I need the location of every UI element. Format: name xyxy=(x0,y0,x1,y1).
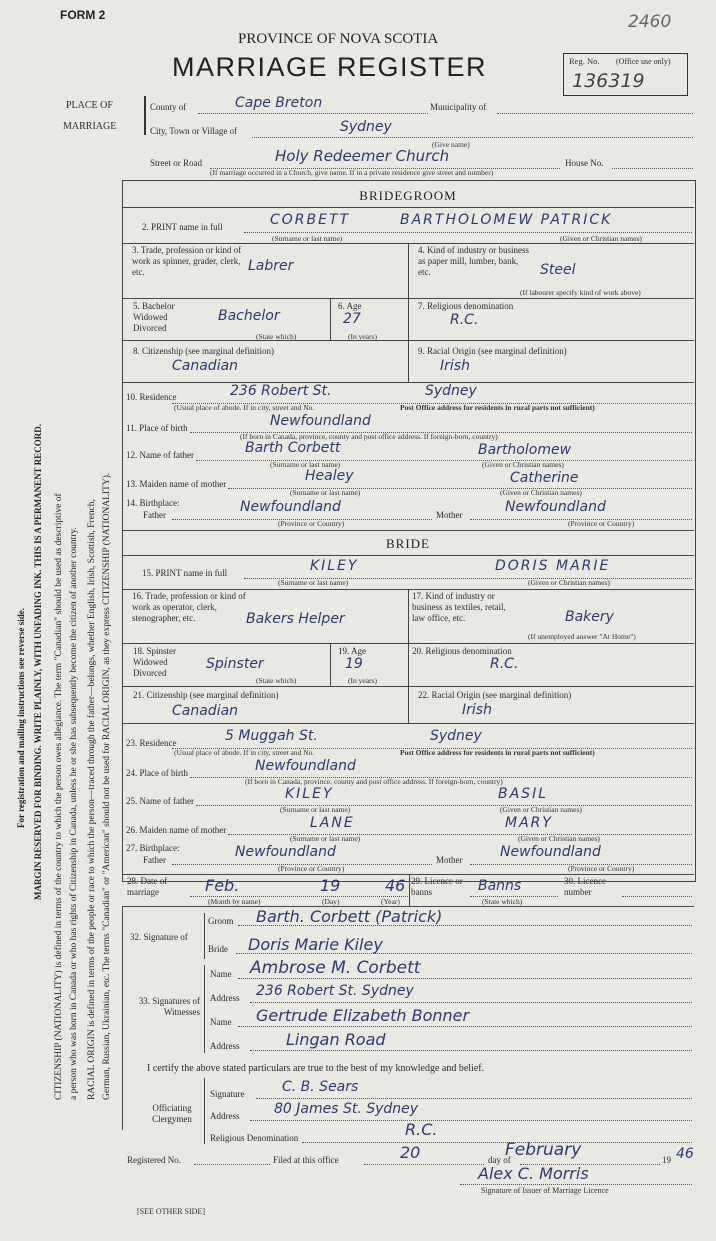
city-label: City, Town or Village of xyxy=(150,126,238,136)
bride-father-bp-label: Father xyxy=(143,855,166,865)
groom-religion-label: 7. Religious denomination xyxy=(418,301,514,311)
bride-father-given-hint: (Given or Christian names) xyxy=(500,805,582,814)
clergy-signature: C. B. Sears xyxy=(282,1079,359,1095)
day-hint: (Day) xyxy=(322,897,340,906)
registered-label: Registered No. xyxy=(127,1155,181,1165)
rule xyxy=(122,530,694,531)
municipality-line xyxy=(497,113,693,114)
groom-mother-birthplace: Newfoundland xyxy=(505,499,606,515)
clergy-address: 80 James St. Sydney xyxy=(274,1101,419,1117)
municipality-label: Municipality of xyxy=(430,102,487,112)
marriage-year: 46 xyxy=(385,876,406,895)
groom-mother-surname: Healey xyxy=(305,468,354,484)
groom-mother-given: Catherine xyxy=(510,470,579,486)
w1-address: 236 Robert St. Sydney xyxy=(256,983,414,999)
bride-age-label: 19. Age xyxy=(338,646,366,656)
groom-signature: Barth. Corbett (Patrick) xyxy=(256,907,443,926)
bride-religion-label: 20. Religious denomination xyxy=(412,646,512,656)
street-value: Holy Redeemer Church xyxy=(275,147,450,165)
bride-status: Spinster xyxy=(206,656,264,672)
reg-number-label: Reg. No. xyxy=(569,56,600,66)
w2-address-label: Address xyxy=(210,1041,240,1051)
rule xyxy=(204,965,205,1053)
give-name-hint: (Give name) xyxy=(432,140,470,149)
marriage-month: Feb. xyxy=(205,876,240,895)
rule xyxy=(250,1120,692,1121)
groom-residence-hint-bold: Post Office address for residents in rural parts not sufficient) xyxy=(400,403,595,412)
bride-signature: Doris Marie Kiley xyxy=(248,935,383,954)
rule xyxy=(408,340,409,382)
groom-industry-label: 4. Kind of industry or business as paper mill, lumber, bank, etc. xyxy=(418,245,529,277)
groom-given: BARTHOLOMEW PATRICK xyxy=(400,212,613,228)
rule xyxy=(204,913,205,959)
bride-age: 19 xyxy=(345,656,363,672)
issuer-hint: Signature of Issuer of Marriage Licence xyxy=(481,1186,609,1195)
groom-residence-label: 10. Residence xyxy=(126,392,177,402)
bride-father-birthplace: Newfoundland xyxy=(235,844,336,860)
groom-industry: Steel xyxy=(540,262,576,278)
bride-residence-hint: (Usual place of abode. If in city, street and No. xyxy=(174,748,315,757)
rule xyxy=(238,1026,692,1027)
marriage-label: MARRIAGE xyxy=(63,121,117,132)
bride-state-hint: (State which) xyxy=(256,676,297,685)
rule xyxy=(122,723,694,724)
bride-industry: Bakery xyxy=(565,609,614,625)
bridegroom-heading: BRIDEGROOM xyxy=(359,188,457,203)
rule xyxy=(330,298,331,340)
groom-mother-bp-label: Mother xyxy=(436,510,463,520)
rule xyxy=(122,382,694,383)
bride-name-label: 15. PRINT name in full xyxy=(142,568,228,578)
sidebar-citizenship-2: a person who was born in Canada or who has rights of Citizenship in Canada, unless he or she has subsequently become the citizen of another country. xyxy=(69,527,79,1100)
groom-father-given: Bartholomew xyxy=(478,442,572,458)
licence-value: Banns xyxy=(478,878,522,894)
groom-surname: CORBETT xyxy=(270,212,351,228)
bride-origin: Irish xyxy=(462,702,492,718)
groom-sig-label: Groom xyxy=(208,916,234,926)
house-number-line xyxy=(612,168,693,169)
bride-citizenship: Canadian xyxy=(172,703,239,719)
bride-father-surname: KILEY xyxy=(285,786,334,802)
groom-age: 27 xyxy=(343,311,361,327)
groom-surname-hint: (Surname or last name) xyxy=(272,234,343,243)
sidebar-citizenship-1: CITIZENSHIP (NATIONALITY) is defined in terms of the country to which the person owes allegiance. The term "Canadian" should be used as descriptive of xyxy=(54,493,64,1100)
marriage-date-label: 28. Date of marriage xyxy=(127,876,168,897)
bride-surname-hint: (Surname or last name) xyxy=(278,578,349,587)
groom-name-label: 2. PRINT name in full xyxy=(142,222,223,232)
sidebar-racial-1: RACIAL ORIGIN is defined in terms of the people or race to which the person—traced through the father—belongs, whether English, Irish, Scottish, French, xyxy=(87,499,97,1100)
rule xyxy=(408,643,409,686)
clergy-sig-label: Signature xyxy=(210,1089,245,1099)
groom-birth-hint: (If born in Canada, province, county and post office address. If foreign-born, country) xyxy=(240,432,498,441)
filed-day: 20 xyxy=(400,1143,421,1162)
w2-name-label: Name xyxy=(210,1017,232,1027)
groom-father-bp-hint: (Province or Country) xyxy=(278,519,345,528)
filed-year: 46 xyxy=(676,1146,694,1162)
rule xyxy=(408,589,409,643)
rule xyxy=(122,906,123,1130)
w1-address-label: Address xyxy=(210,993,240,1003)
filed-label: Filed at this office xyxy=(273,1155,339,1165)
rule xyxy=(622,896,692,897)
reg-office-note: (Office use only) xyxy=(616,57,671,66)
certify-statement: I certify the above stated particulars are true to the best of my knowledge and belief. xyxy=(147,1063,485,1074)
rule xyxy=(302,1142,692,1143)
groom-father-label: 12. Name of father xyxy=(126,450,194,460)
bride-mother-bp-hint: (Province or Country) xyxy=(568,864,635,873)
rule xyxy=(238,978,692,979)
licence-label: 29. Licence or banns xyxy=(411,876,463,897)
bride-heading: BRIDE xyxy=(386,536,430,551)
bride-residence-label: 23. Residence xyxy=(126,738,177,748)
place-bracket xyxy=(144,96,146,135)
groom-citizenship-label: 8. Citizenship (see marginal definition) xyxy=(133,346,275,356)
bride-trade: Bakers Helper xyxy=(246,611,345,627)
bride-birthplaces-label: 27. Birthplace: xyxy=(126,843,180,853)
rule xyxy=(408,298,409,340)
witnesses-label: 33. Signatures of Witnesses xyxy=(138,996,200,1017)
groom-industry-hint: (If labourer specify kind of work above) xyxy=(520,288,641,297)
bride-origin-label: 22. Racial Origin (see marginal definition) xyxy=(418,690,572,700)
groom-status-label: 5. Bachelor Widowed Divorced xyxy=(133,301,175,333)
house-number-label: House No. xyxy=(565,158,604,168)
year-prefix: 19 xyxy=(662,1155,671,1165)
bride-mother-label: 26. Maiden name of mother xyxy=(126,825,227,835)
sidebar-racial-2: German, Russian, Ukrainian, etc. The terms "Canadian" or "American" should not be used for RACIAL ORIGIN, as they express CITIZENSHIP (NATIONALITY). xyxy=(102,472,112,1100)
county-label: County of xyxy=(150,102,187,112)
groom-birthplace-label: 11. Place of birth xyxy=(126,423,188,433)
year-hint: (Year) xyxy=(381,897,400,906)
rule xyxy=(122,874,694,875)
sidebar-instructions: For registration and mailing instructions see reverse side. xyxy=(16,608,26,828)
groom-father-surname-hint: (Surname or last name) xyxy=(270,460,341,469)
bride-birth-hint: (If born in Canada, province, county and post office address. If foreign-born, country) xyxy=(245,777,503,786)
rule xyxy=(330,643,331,686)
bride-trade-label: 16. Trade, profession or kind of work as operator, clerk, stenographer, etc. xyxy=(132,591,246,623)
groom-father-surname: Barth Corbett xyxy=(245,440,341,456)
bride-given-hint: (Given or Christian names) xyxy=(528,578,610,587)
bride-sig-label: Bride xyxy=(208,944,228,954)
groom-birthplaces-label: 14. Birthplace: xyxy=(126,498,180,508)
province-heading: PROVINCE OF NOVA SCOTIA xyxy=(238,31,439,47)
rule xyxy=(196,805,692,806)
signature-of-label: 32. Signature of xyxy=(130,932,188,942)
licence-number-label: 30. Licence number xyxy=(564,876,606,897)
bride-mother-surname-hint: (Surname or last name) xyxy=(290,834,361,843)
rule xyxy=(122,555,694,556)
bride-father-label: 25. Name of father xyxy=(126,796,194,806)
groom-residence-hint: (Usual place of abode. If in city, street and No. xyxy=(174,403,315,412)
groom-origin: Irish xyxy=(440,358,470,374)
city-line xyxy=(252,137,693,138)
rule xyxy=(408,243,409,298)
clergy-denomination: R.C. xyxy=(405,1120,438,1139)
bride-mother-birthplace: Newfoundland xyxy=(500,844,601,860)
bride-industry-label: 17. Kind of industry or business as textiles, retail, law office, etc. xyxy=(412,591,506,623)
rule xyxy=(204,1078,205,1144)
rule xyxy=(250,1050,692,1051)
bride-birthplace-label: 24. Place of birth xyxy=(126,768,188,778)
bride-residence-street: 5 Muggah St. xyxy=(225,728,318,744)
groom-mother-given-hint: (Given or Christian names) xyxy=(500,488,582,497)
issuer-signature: Alex C. Morris xyxy=(478,1164,589,1183)
groom-residence-city: Sydney xyxy=(425,383,477,399)
w2-address: Lingan Road xyxy=(286,1030,386,1049)
groom-state-hint: (State which) xyxy=(256,332,297,341)
groom-residence-street: 236 Robert St. xyxy=(230,383,332,399)
w1-name-label: Name xyxy=(210,969,232,979)
bride-residence-city: Sydney xyxy=(430,728,482,744)
county-line xyxy=(198,113,428,114)
groom-father-bp-label: Father xyxy=(143,510,166,520)
rule xyxy=(408,686,409,723)
place-of-label: PLACE OF xyxy=(66,100,113,111)
groom-years-hint: (In years) xyxy=(348,332,377,341)
bride-years-hint: (In years) xyxy=(348,676,377,685)
bride-industry-hint: (If unemployed answer "At Home") xyxy=(528,632,636,641)
groom-status: Bachelor xyxy=(218,308,280,324)
city-value: Sydney xyxy=(340,119,392,135)
bride-mother-bp-label: Mother xyxy=(436,855,463,865)
sidebar-margin-notice: MARGIN RESERVED FOR BINDING. WRITE PLAINLY, WITH UNFADING INK. THIS IS A PERMANENT RECORD. xyxy=(33,423,43,900)
w1-name: Ambrose M. Corbett xyxy=(250,958,421,978)
groom-trade-label: 3. Trade, profession or kind of work as spinner, grader, clerk, etc. xyxy=(132,245,242,277)
bride-father-bp-hint: (Province or Country) xyxy=(278,864,345,873)
bride-father-given: BASIL xyxy=(498,786,548,802)
bride-status-label: 18. Spinster Widowed Divorced xyxy=(133,646,177,678)
groom-origin-label: 9. Racial Origin (see marginal definition) xyxy=(418,346,567,356)
see-other-side: [SEE OTHER SIDE] xyxy=(137,1207,205,1216)
bride-residence-hint-bold: Post Office address for residents in rural parts not sufficient) xyxy=(400,748,595,757)
groom-mother-bp-hint: (Province or Country) xyxy=(568,519,635,528)
rule xyxy=(460,1184,692,1185)
groom-father-given-hint: (Given or Christian names) xyxy=(482,460,564,469)
rule xyxy=(122,207,694,208)
clergy-denom-label: Religious Denomination xyxy=(210,1133,299,1143)
bride-citizenship-label: 21. Citizenship (see marginal definition) xyxy=(133,690,279,700)
groom-mother-surname-hint: (Surname or last name) xyxy=(290,488,361,497)
licence-state-hint: (State which) xyxy=(482,897,523,906)
bride-mother-given-hint: (Given or Christian names) xyxy=(518,834,600,843)
groom-trade: Labrer xyxy=(248,258,294,274)
place-note: (If marriage occurred in a Church, give name. If in a private residence give street and number) xyxy=(210,168,494,177)
bride-birthplace: Newfoundland xyxy=(255,758,356,774)
rule xyxy=(194,1164,270,1165)
groom-name-line xyxy=(244,232,692,233)
form-number: FORM 2 xyxy=(60,8,106,22)
bride-religion: R.C. xyxy=(490,656,519,672)
rule xyxy=(250,1002,692,1003)
groom-religion: R.C. xyxy=(450,312,479,328)
county-value: Cape Breton xyxy=(235,95,323,111)
marriage-day: 19 xyxy=(320,876,341,895)
w2-name: Gertrude Elizabeth Bonner xyxy=(256,1006,470,1025)
bride-mother-surname: LANE xyxy=(310,815,355,831)
rule xyxy=(364,1164,484,1165)
groom-given-hint: (Given or Christian names) xyxy=(560,234,642,243)
bride-mother-given: MARY xyxy=(505,815,553,831)
bride-father-surname-hint: (Surname or last name) xyxy=(280,805,351,814)
groom-birthplace: Newfoundland xyxy=(270,413,371,429)
reg-number-value: 136319 xyxy=(572,70,645,92)
filed-month: February xyxy=(505,1140,582,1160)
street-label: Street or Road xyxy=(150,158,202,168)
bride-surname: KILEY xyxy=(310,558,359,574)
groom-father-birthplace: Newfoundland xyxy=(240,499,341,515)
rule xyxy=(409,874,410,906)
document-number: 2460 xyxy=(628,12,672,32)
day-of-label: day of xyxy=(488,1155,511,1165)
bride-given: DORIS MARIE xyxy=(495,558,611,574)
month-hint: (Month by name) xyxy=(208,897,261,906)
groom-mother-label: 13. Maiden name of mother xyxy=(126,479,227,489)
rule xyxy=(256,1098,692,1099)
clergy-label: Officiating Clergymen xyxy=(152,1103,192,1124)
page-title: MARRIAGE REGISTER xyxy=(172,52,488,82)
clergy-address-label: Address xyxy=(210,1111,240,1121)
groom-age-label: 6. Age xyxy=(338,301,362,311)
reg-number-box xyxy=(563,53,688,96)
groom-citizenship: Canadian xyxy=(172,358,239,374)
